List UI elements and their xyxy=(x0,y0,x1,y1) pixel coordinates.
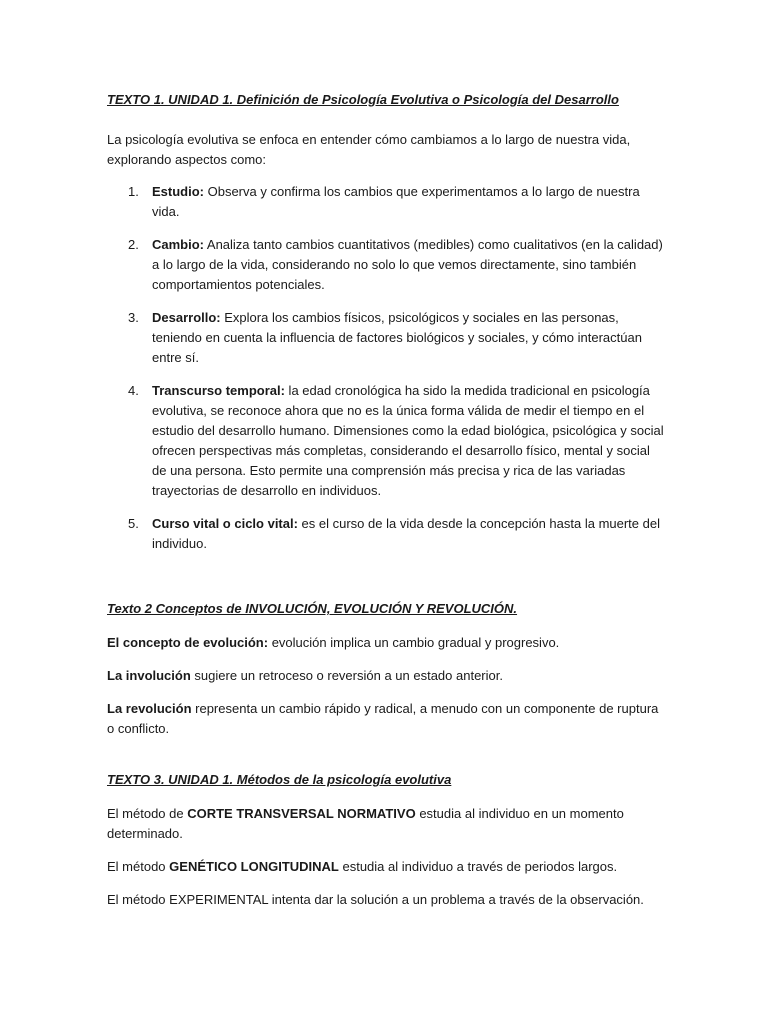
list-item-number: 1. xyxy=(128,184,139,199)
section2-heading: Texto 2 Conceptos de INVOLUCIÓN, EVOLUCIÓN Y REVOLUCIÓN. xyxy=(107,601,518,616)
list-item-number: 2. xyxy=(128,237,139,252)
list-item-text: es el curso de la vida desde la concepción hasta la muerte del individuo. xyxy=(152,516,660,551)
list-item-number: 4. xyxy=(128,383,139,398)
section1-intro: La psicología evolutiva se enfoca en entender cómo cambiamos a lo largo de nuestra vida, explorando aspectos como: xyxy=(107,132,631,167)
list-item-number: 5. xyxy=(128,516,139,531)
revolution-paragraph xyxy=(107,699,667,739)
list-item-term: Transcurso temporal: xyxy=(152,383,285,398)
list-item-text: Observa y confirma los cambios que experimentamos a lo largo de nuestra vida. xyxy=(152,184,640,219)
list-item-text: Analiza tanto cambios cuantitativos (medibles) como cualitativos (en la calidad) a lo largo de la vida, considerando no solo lo que vemos directamente, sino también comportamientos potenciales. xyxy=(152,237,663,292)
list-item-number: 3. xyxy=(128,310,139,325)
longitudinal-text: estudia al individuo a través de periodos largos. xyxy=(338,859,618,874)
list-item-term: Curso vital o ciclo vital: xyxy=(152,516,298,531)
cross-sectional-paragraph xyxy=(107,804,667,844)
list-item-term: Estudio: xyxy=(152,184,204,199)
section1-heading: TEXTO 1. UNIDAD 1. Definición de Psicología Evolutiva o Psicología del Desarrollo xyxy=(107,92,619,107)
cross-sectional-prefix: El método de xyxy=(107,806,188,821)
aspects-list xyxy=(107,182,667,554)
longitudinal-prefix: El método xyxy=(107,859,170,874)
list-item xyxy=(107,235,667,295)
evolution-text: evolución implica un cambio gradual y progresivo. xyxy=(268,635,560,650)
list-item-term: Desarrollo: xyxy=(152,310,221,325)
list-item xyxy=(107,381,667,501)
revolution-text: representa un cambio rápido y radical, a menudo con un componente de ruptura o conflicto. xyxy=(107,701,659,736)
list-item xyxy=(107,308,667,368)
involution-text: sugiere un retroceso o reversión a un estado anterior. xyxy=(190,668,503,683)
involution-term: La involución xyxy=(107,668,191,683)
document-page xyxy=(107,90,667,910)
revolution-term: La revolución xyxy=(107,701,192,716)
longitudinal-paragraph xyxy=(107,857,667,877)
evolution-term: El concepto de evolución: xyxy=(107,635,269,650)
list-item xyxy=(107,182,667,222)
list-item-text: Explora los cambios físicos, psicológicos y sociales en las personas, teniendo en cuenta la influencia de factores biológicos y sociales, y cómo interactúan entre sí. xyxy=(152,310,642,365)
cross-sectional-text: estudia al individuo en un momento determinado. xyxy=(107,806,624,841)
list-item xyxy=(107,514,667,554)
involution-paragraph xyxy=(107,666,667,686)
section3-heading: TEXTO 3. UNIDAD 1. Métodos de la psicología evolutiva xyxy=(107,772,452,787)
experimental-paragraph: El método EXPERIMENTAL intenta dar la solución a un problema a través de la observación. xyxy=(107,892,644,907)
evolution-paragraph xyxy=(107,633,667,653)
longitudinal-term: GENÉTICO LONGITUDINAL xyxy=(169,859,339,874)
list-item-text: la edad cronológica ha sido la medida tradicional en psicología evolutiva, se reconoce ahora que no es la única forma válida de medir el tiempo en el estudio del desarrollo humano. Dimensiones como la edad biológica, psicológica y social ofrecen perspectivas más completas, considerando el desarrollo físico, mental y social de una persona. Esto permite una comprensión más precisa y rica de las variadas trayectorias de desarrollo en individuos. xyxy=(152,383,664,498)
cross-sectional-term: CORTE TRANSVERSAL NORMATIVO xyxy=(187,806,416,821)
list-item-term: Cambio: xyxy=(152,237,204,252)
